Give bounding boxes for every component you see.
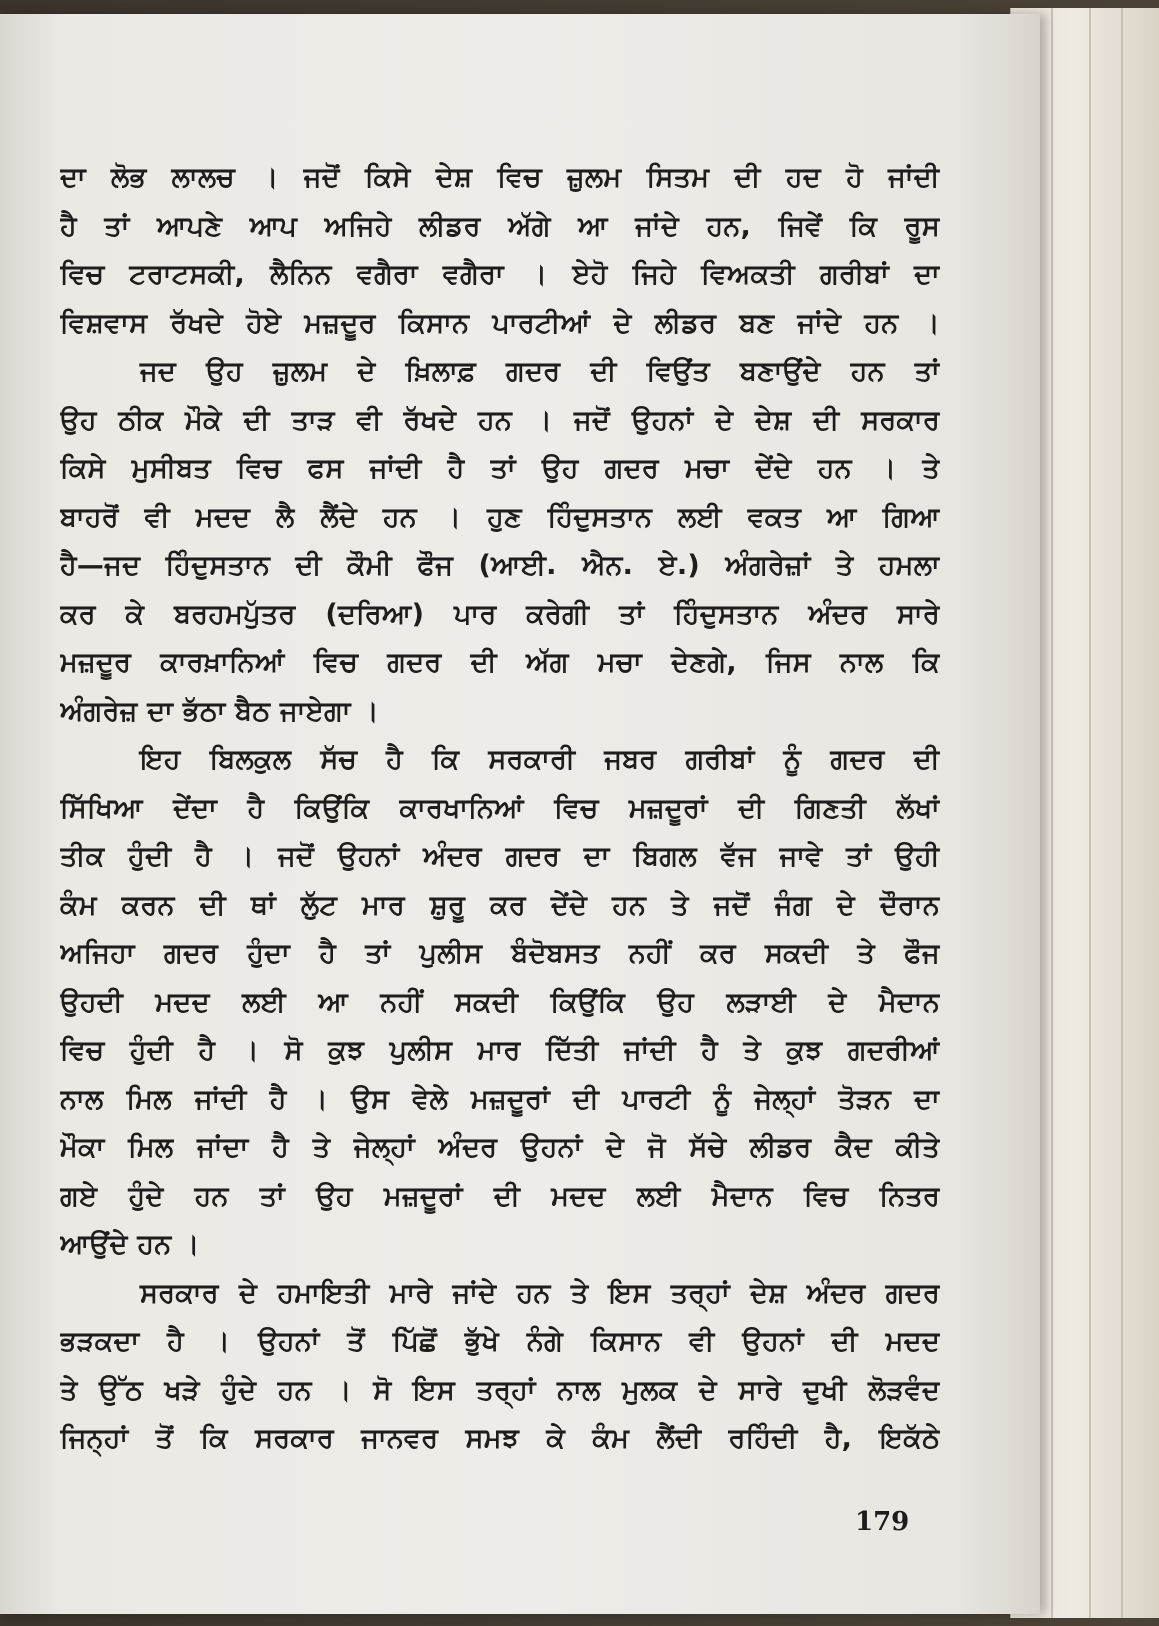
page-edge (1121, 8, 1123, 1618)
page-number: 179 (855, 1507, 910, 1537)
text-line: ਨਾਲ ਮਿਲ ਜਾਂਦੀ ਹੈ । ਉਸ ਵੇਲੇ ਮਜ਼ਦੂਰਾਂ ਦੀ ਪਾਰਟੀ ਨੂੰ ਜੇਲ੍ਹਾਂ ਤੋੜਨ ਦਾ (60, 1083, 940, 1115)
text-line: ਮਜ਼ਦੂਰ ਕਾਰਖ਼ਾਨਿਆਂ ਵਿਚ ਗਦਰ ਦੀ ਅੱਗ ਮਚਾ ਦੇਣਗੇ, ਜਿਸ ਨਾਲ ਕਿ (60, 647, 940, 678)
text-line: ਜਿਨ੍ਹਾਂ ਤੋਂ ਕਿ ਸਰਕਾਰ ਜਾਨਵਰ ਸਮਝ ਕੇ ਕੰਮ ਲੈਂਦੀ ਰਹਿੰਦੀ ਹੈ, ਇਕੱਠੇ (60, 1423, 940, 1454)
book-page (0, 14, 1040, 1614)
text-line: ਹੈ—ਜਦ ਹਿੰਦੁਸਤਾਨ ਦੀ ਕੌਮੀ ਫੌਜ (ਆਈ. ਐਨ. ਏ.) ਅੰਗਰੇਜ਼ਾਂ ਤੇ ਹਮਲਾ (60, 550, 940, 581)
text-line: ਸਰਕਾਰ ਦੇ ਹਮਾਇਤੀ ਮਾਰੇ ਜਾਂਦੇ ਹਨ ਤੇ ਇਸ ਤਰ੍ਹਾਂ ਦੇਸ਼ ਅੰਦਰ ਗਦਰ (140, 1277, 940, 1309)
text-line: ਗਏ ਹੁੰਦੇ ਹਨ ਤਾਂ ਉਹ ਮਜ਼ਦੂਰਾਂ ਦੀ ਮਦਦ ਲਈ ਮੈਦਾਨ ਵਿਚ ਨਿਤਰ (60, 1180, 940, 1212)
text-line: ਅੰਗਰੇਜ਼ ਦਾ ਭੱਠਾ ਬੈਠ ਜਾਏਗਾ । (60, 695, 379, 727)
text-line: ਆਉਂਦੇ ਹਨ । (60, 1229, 200, 1260)
page-edge (1089, 8, 1091, 1618)
text-line: ਮੌਕਾ ਮਿਲ ਜਾਂਦਾ ਹੈ ਤੇ ਜੇਲ੍ਹਾਂ ਅੰਦਰ ਉਹਨਾਂ ਦੇ ਜੋ ਸੱਚੇ ਲੀਡਰ ਕੈਦ ਕੀਤੇ (60, 1132, 940, 1163)
text-line: ਭੜਕਦਾ ਹੈ । ਉਹਨਾਂ ਤੋਂ ਪਿੱਛੋਂ ਭੁੱਖੇ ਨੰਗੇ ਕਿਸਾਨ ਵੀ ਉਹਨਾਂ ਦੀ ਮਦਦ (60, 1326, 940, 1357)
page-edge (1051, 8, 1053, 1618)
text-line: ਵਿਸ਼ਵਾਸ ਰੱਖਦੇ ਹੋਏ ਮਜ਼ਦੂਰ ਕਿਸਾਨ ਪਾਰਟੀਆਂ ਦੇ ਲੀਡਰ ਬਣ ਜਾਂਦੇ ਹਨ । (60, 307, 940, 339)
text-line: ਉਹਦੀ ਮਦਦ ਲਈ ਆ ਨਹੀਂ ਸਕਦੀ ਕਿਉਂਕਿ ਉਹ ਲੜਾਈ ਦੇ ਮੈਦਾਨ (60, 986, 940, 1018)
text-line: ਬਾਹਰੋਂ ਵੀ ਮਦਦ ਲੈ ਲੈਂਦੇ ਹਨ । ਹੁਣ ਹਿੰਦੁਸਤਾਨ ਲਈ ਵਕਤ ਆ ਗਿਆ (60, 501, 940, 533)
text-line: ਵਿਚ ਹੁੰਦੀ ਹੈ । ਸੋ ਕੁਝ ਪੁਲੀਸ ਮਾਰ ਦਿੱਤੀ ਜਾਂਦੀ ਹੈ ਤੇ ਕੁਝ ਗਦਰੀਆਂ (60, 1035, 940, 1066)
text-line: ਕਿਸੇ ਮੁਸੀਬਤ ਵਿਚ ਫਸ ਜਾਂਦੀ ਹੈ ਤਾਂ ਉਹ ਗਦਰ ਮਚਾ ਦੇਂਦੇ ਹਨ । ਤੇ (60, 453, 940, 484)
text-line: ਸਿੱਖਿਆ ਦੇਂਦਾ ਹੈ ਕਿਉਂਕਿ ਕਾਰਖਾਨਿਆਂ ਵਿਚ ਮਜ਼ਦੂਰਾਂ ਦੀ ਗਿਣਤੀ ਲੱਖਾਂ (60, 792, 940, 824)
text-line: ਕੰਮ ਕਰਨ ਦੀ ਥਾਂ ਲੁੱਟ ਮਾਰ ਸ਼ੁਰੂ ਕਰ ਦੇਂਦੇ ਹਨ ਤੇ ਜਦੋਂ ਜੰਗ ਦੇ ਦੌਰਾਨ (60, 889, 940, 921)
text-line: ਤੀਕ ਹੁੰਦੀ ਹੈ । ਜਦੋਂ ਉਹਨਾਂ ਅੰਦਰ ਗਦਰ ਦਾ ਬਿਗਲ ਵੱਜ ਜਾਵੇ ਤਾਂ ਉਹੀ (60, 841, 940, 872)
text-line: ਦਾ ਲੋਭ ਲਾਲਚ । ਜਦੋਂ ਕਿਸੇ ਦੇਸ਼ ਵਿਚ ਜ਼ੁਲਮ ਸਿਤਮ ਦੀ ਹਦ ਹੋ ਜਾਂਦੀ (60, 162, 940, 193)
text-line: ਕਰ ਕੇ ਬਰਹਮਪੁੱਤਰ (ਦਰਿਆ) ਪਾਰ ਕਰੇਗੀ ਤਾਂ ਹਿੰਦੁਸਤਾਨ ਅੰਦਰ ਸਾਰੇ (60, 598, 940, 630)
text-line: ਵਿਚ ਟਰਾਟਸਕੀ, ਲੈਨਿਨ ਵਗੈਰਾ ਵਗੈਰਾ । ਏਹੋ ਜਿਹੇ ਵਿਅਕਤੀ ਗਰੀਬਾਂ ਦਾ (60, 259, 940, 290)
text-line: ਉਹ ਠੀਕ ਮੌਕੇ ਦੀ ਤਾੜ ਵੀ ਰੱਖਦੇ ਹਨ । ਜਦੋਂ ਉਹਨਾਂ ਦੇ ਦੇਸ਼ ਦੀ ਸਰਕਾਰ (60, 404, 940, 436)
body-text (60, 154, 940, 1464)
text-line: ਜਦ ਉਹ ਜ਼ੁਲਮ ਦੇ ਖ਼ਿਲਾਫ਼ ਗਦਰ ਦੀ ਵਿਉਂਤ ਬਣਾਉਂਦੇ ਹਨ ਤਾਂ (140, 356, 940, 387)
text-line: ਅਜਿਹਾ ਗਦਰ ਹੁੰਦਾ ਹੈ ਤਾਂ ਪੁਲੀਸ ਬੰਦੋਬਸਤ ਨਹੀਂ ਕਰ ਸਕਦੀ ਤੇ ਫੌਜ (60, 938, 940, 969)
text-line: ਇਹ ਬਿਲਕੁਲ ਸੱਚ ਹੈ ਕਿ ਸਰਕਾਰੀ ਜਬਰ ਗਰੀਬਾਂ ਨੂੰ ਗਦਰ ਦੀ (140, 744, 940, 775)
text-line: ਹੈ ਤਾਂ ਆਪਣੇ ਆਪ ਅਜਿਹੇ ਲੀਡਰ ਅੱਗੇ ਆ ਜਾਂਦੇ ਹਨ, ਜਿਵੇਂ ਕਿ ਰੂਸ (60, 210, 940, 242)
text-line: ਤੇ ਉੱਠ ਖੜੇ ਹੁੰਦੇ ਹਨ । ਸੋ ਇਸ ਤਰ੍ਹਾਂ ਨਾਲ ਮੁਲਕ ਦੇ ਸਾਰੇ ਦੁਖੀ ਲੋੜਵੰਦ (60, 1374, 940, 1406)
